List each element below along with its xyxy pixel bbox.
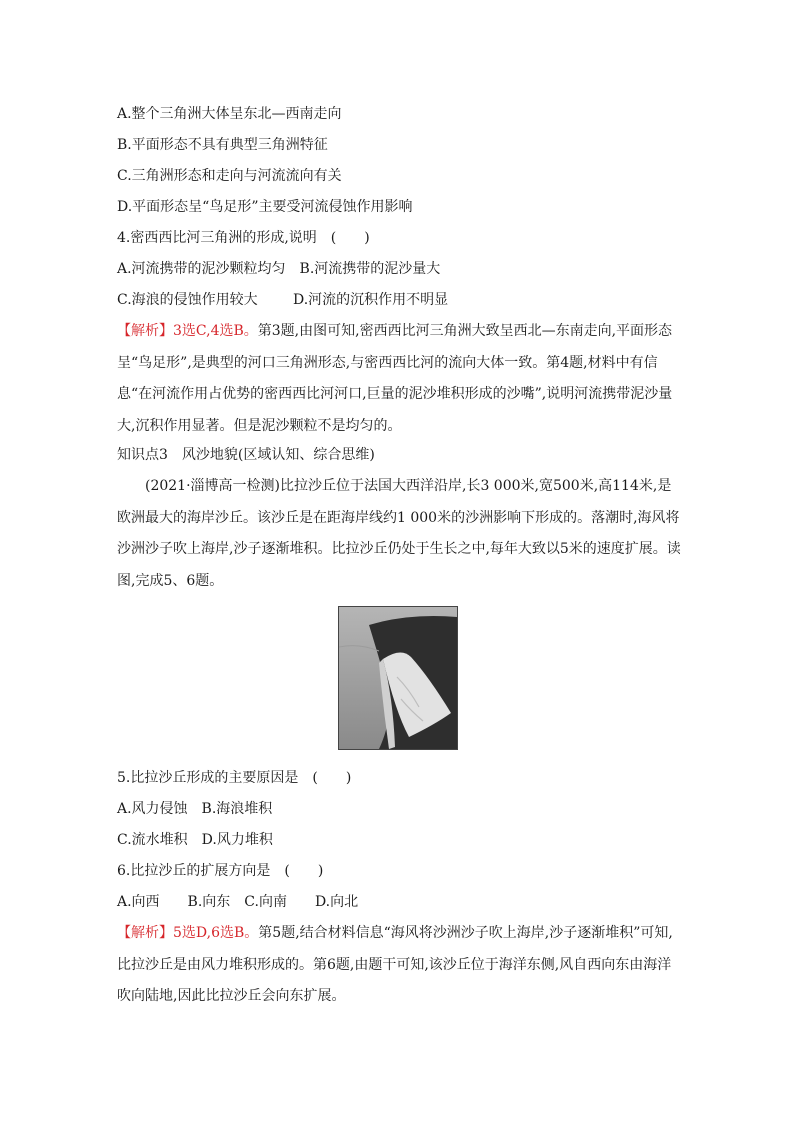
q4-option-d: D.河流的沉积作用不明显 <box>293 292 449 308</box>
analysis-block-1 <box>117 316 682 442</box>
section-heading: 知识点3 风沙地貌(区域认知、综合思维) <box>117 447 375 463</box>
q5-options-row2: C.流水堆积 D.风力堆积 <box>117 832 273 848</box>
q6-options-row1: A.向西 B.向东 C.向南 D.向北 <box>117 894 359 910</box>
q3-option-b: B.平面形态不具有典型三角洲特征 <box>117 137 328 153</box>
analysis-answer: 3选C,4选B。 <box>173 323 258 339</box>
q4-option-c: C.海浪的侵蚀作用较大 <box>117 292 258 308</box>
q4-options-row1: A.河流携带的泥沙颗粒均匀 B.河流携带的泥沙量大 <box>117 261 441 277</box>
q6-stem: 6.比拉沙丘的扩展方向是 ( ) <box>117 863 324 879</box>
q4-stem: 4.密西西比河三角洲的形成,说明 ( ) <box>117 230 370 246</box>
analysis-tag: 【解析】 <box>117 925 173 941</box>
dune-photo <box>338 606 458 750</box>
q5-options-row1: A.风力侵蚀 B.海浪堆积 <box>117 801 273 817</box>
q3-option-a: A.整个三角洲大体呈东北—西南走向 <box>117 106 342 122</box>
q5-stem: 5.比拉沙丘形成的主要原因是 ( ) <box>117 770 352 786</box>
analysis-block-2 <box>117 918 682 1013</box>
material-paragraph: (2021·淄博高一检测)比拉沙丘位于法国大西洋沿岸,长3 000米,宽500米,高114米,是欧洲最大的海岸沙丘。该沙丘是在距海岸线约1 000米的沙洲影响下形成的。落潮时,海风将沙洲沙子吹上海岸,沙子逐渐堆积。比拉沙丘仍处于生长之中,每年大致以5米的速度扩展。读图,完成5、6题。 <box>117 478 681 589</box>
analysis-tag: 【解析】 <box>117 323 173 339</box>
q3-option-d: D.平面形态呈“鸟足形”主要受河流侵蚀作用影响 <box>117 199 413 215</box>
q3-option-c: C.三角洲形态和走向与河流流向有关 <box>117 168 342 184</box>
analysis-answer: 5选D,6选B。 <box>173 925 259 941</box>
analysis-text: 第3题,由图可知,密西西比河三角洲大致呈西北—东南走向,平面形态呈“鸟足形”,是典型的河口三角洲形态,与密西西比河的流向大体一致。第4题,材料中有信息“在河流作用占优势的密西西比河河口,巨量的泥沙堆积形成的沙嘴”,说明河流携带泥沙量大,沉积作用显著。但是泥沙颗粒不是均匀的。 <box>117 323 673 434</box>
analysis-text: 第5题,结合材料信息“海风将沙洲沙子吹上海岸,沙子逐渐堆积”可知,比拉沙丘是由风力堆积形成的。第6题,由题干可知,该沙丘位于海洋东侧,风自西向东由海洋吹向陆地,因此比拉沙丘会向东扩展。 <box>117 925 673 1004</box>
